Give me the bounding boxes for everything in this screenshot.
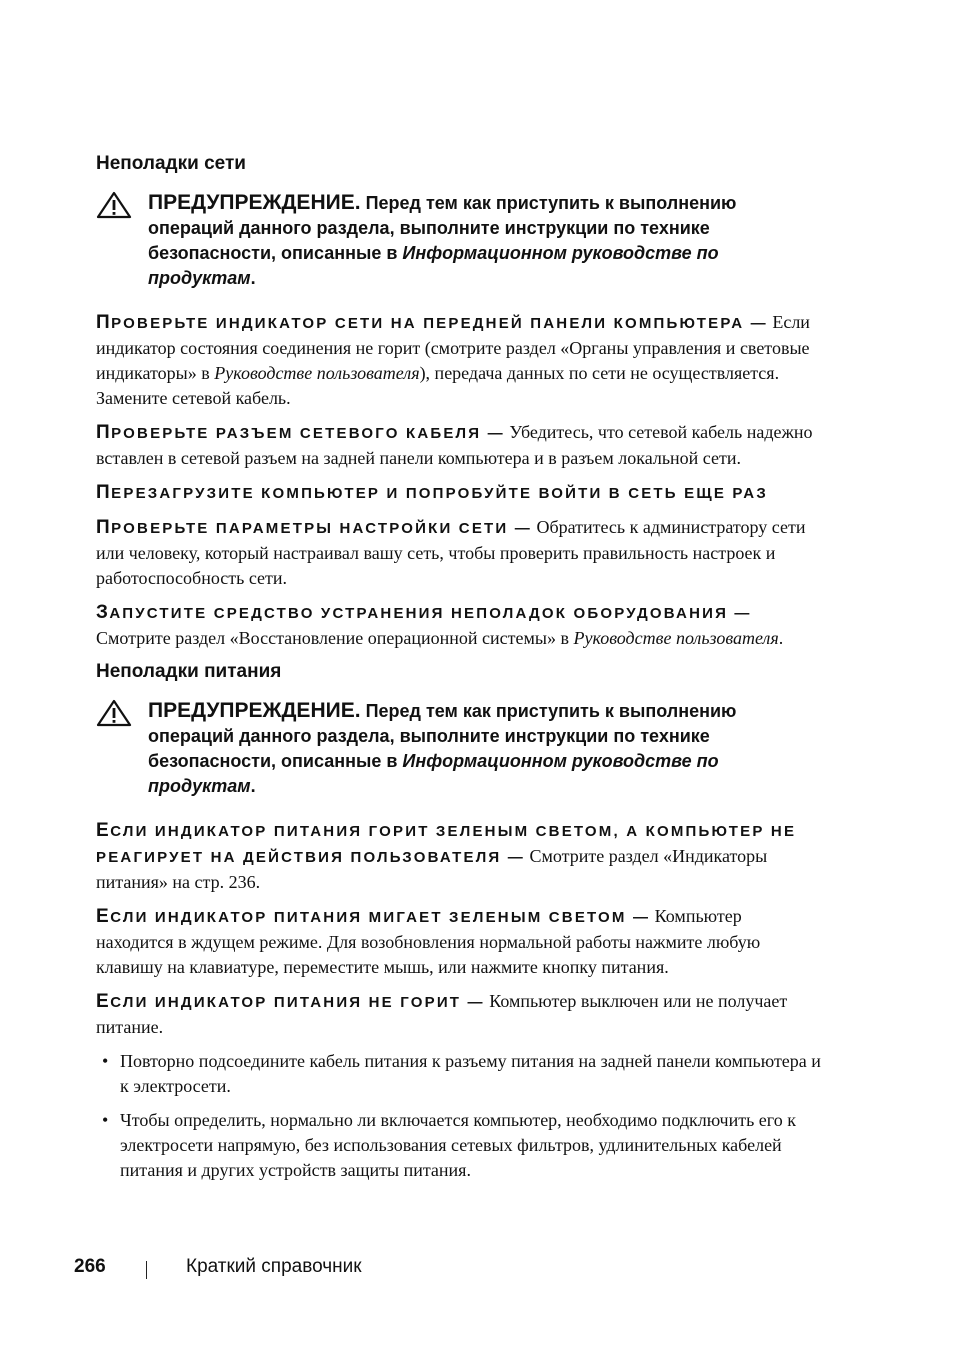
list-item-text: Чтобы определить, нормально ли включается компьютер, необходимо подключить его к электросети напрямую, без использования сетевых фильтров, удлинительных кабелей питания и других устройств защиты питания. (120, 1110, 796, 1180)
item-run-hardware-troubleshooter (96, 600, 822, 651)
warning-end: . (250, 776, 256, 796)
item-text: Обратитесь к администратору сети или человеку, который настраивал вашу сеть, чтобы проверить правильность настроек и работоспособность сети. (96, 517, 806, 588)
item-text: Смотрите раздел «Восстановление операционной системы» в (96, 628, 574, 648)
item-tail: ), передача данных по сети не осуществляется. Замените сетевой кабель. (96, 363, 780, 408)
item-text: Компьютер находится в ждущем режиме. Для возобновления нормальной работы нажмите любую клавишу на клавиатуре, переместите мышь, или нажмите кнопку питания. (96, 906, 761, 977)
item-heading-cap: Е (96, 906, 111, 927)
warning-italic: Информационном руководстве по продуктам (148, 751, 719, 796)
item-heading-cap: З (96, 602, 110, 623)
item-heading-cap: Е (96, 991, 111, 1012)
section-title-power: Неполадки питания (96, 661, 282, 682)
item-heading (96, 991, 485, 1012)
section-title-network: Неполадки сети (96, 153, 246, 174)
item-heading (96, 312, 768, 333)
warning-label: ПРЕДУПРЕЖДЕНИЕ. (148, 191, 361, 214)
item-power-off (96, 989, 822, 1040)
warning-italic: Информационном руководстве по продуктам (148, 243, 719, 288)
warning-end: . (250, 268, 256, 288)
item-check-network-settings (96, 515, 822, 591)
item-heading-rest: АПУСТИТЕ СРЕДСТВО УСТРАНЕНИЯ НЕПОЛАДОК ОБОРУДОВАНИЯ — (109, 605, 752, 622)
warning-block-network (96, 190, 822, 291)
item-heading-rest: РОВЕРЬТЕ РАЗЪЕМ СЕТЕВОГО КАБЕЛЯ — (111, 425, 505, 442)
item-text: Смотрите раздел «Индикаторы питания» на стр. 236. (96, 846, 768, 892)
item-check-network-indicator (96, 310, 822, 411)
item-heading-cap: П (96, 517, 112, 538)
bullet-dot: • (102, 1051, 109, 1071)
warning-triangle-icon (96, 699, 132, 727)
item-heading-rest: СЛИ ИНДИКАТОР ПИТАНИЯ МИГАЕТ ЗЕЛЕНЫМ СВЕТОМ — (110, 909, 651, 926)
item-heading-cap: П (96, 422, 112, 443)
list-item-text: Повторно подсоедините кабель питания к разъему питания на задней панели компьютера и к электросети. (120, 1051, 821, 1096)
item-heading-rest: СЛИ ИНДИКАТОР ПИТАНИЯ НЕ ГОРИТ — (110, 994, 485, 1011)
warning-text: Перед тем как приступить к выполнению операций данного раздела, выполните инструкции по технике безопасности, описанные в (148, 193, 737, 263)
warning-block-power (96, 698, 822, 799)
item-heading (96, 482, 768, 503)
item-italic: Руководстве пользователя (573, 628, 779, 648)
warning-triangle-icon (96, 191, 132, 219)
item-heading-cap: П (96, 312, 112, 333)
item-italic: Руководстве пользователя (214, 363, 420, 383)
item-heading-cap: П (96, 482, 112, 503)
list-item (96, 1049, 822, 1099)
item-heading (96, 422, 505, 443)
item-heading-rest: СЛИ ИНДИКАТОР ПИТАНИЯ ГОРИТ ЗЕЛЕНЫМ СВЕТОМ, А КОМПЬЮТЕР НЕ РЕАГИРУЕТ НА ДЕЙСТВИЯ ПОЛЬЗОВАТЕЛЯ — (96, 823, 797, 866)
item-heading (96, 517, 532, 538)
item-text: Если индикатор состояния соединения не горит (смотрите раздел «Органы управления и световые индикаторы» в (96, 312, 810, 383)
item-check-network-cable (96, 420, 822, 471)
footer-divider (146, 1261, 147, 1279)
item-heading-rest: РОВЕРЬТЕ ПАРАМЕТРЫ НАСТРОЙКИ СЕТИ — (111, 520, 532, 537)
item-tail: . (778, 628, 784, 648)
item-restart-computer (96, 480, 822, 506)
item-power-blinking-green (96, 904, 822, 980)
page-footer (74, 1256, 774, 1286)
item-heading (96, 602, 752, 623)
item-text: Компьютер выключен или не получает питание. (96, 991, 788, 1037)
item-heading-cap: Е (96, 820, 111, 841)
warning-label: ПРЕДУПРЕЖДЕНИЕ. (148, 699, 361, 722)
item-text: Убедитесь, что сетевой кабель надежно вставлен в сетевой разъем на задней панели компьютера и в разъем локальной сети. (96, 422, 813, 468)
list-item (96, 1108, 822, 1183)
item-power-green-not-responding (96, 818, 822, 895)
page-content (96, 152, 822, 1192)
item-heading-rest: ЕРЕЗАГРУЗИТЕ КОМПЬЮТЕР И ПОПРОБУЙТЕ ВОЙТИ В СЕТЬ ЕЩЕ РАЗ (111, 485, 768, 502)
warning-text: Перед тем как приступить к выполнению операций данного раздела, выполните инструкции по технике безопасности, описанные в (148, 701, 737, 771)
bullet-dot: • (102, 1110, 109, 1130)
bullet-list (96, 1049, 822, 1183)
footer-title: Краткий справочник (186, 1256, 362, 1277)
page-number: 266 (74, 1256, 106, 1277)
item-heading-rest: РОВЕРЬТЕ ИНДИКАТОР СЕТИ НА ПЕРЕДНЕЙ ПАНЕЛИ КОМПЬЮТЕРА — (111, 315, 768, 332)
item-heading (96, 906, 651, 927)
